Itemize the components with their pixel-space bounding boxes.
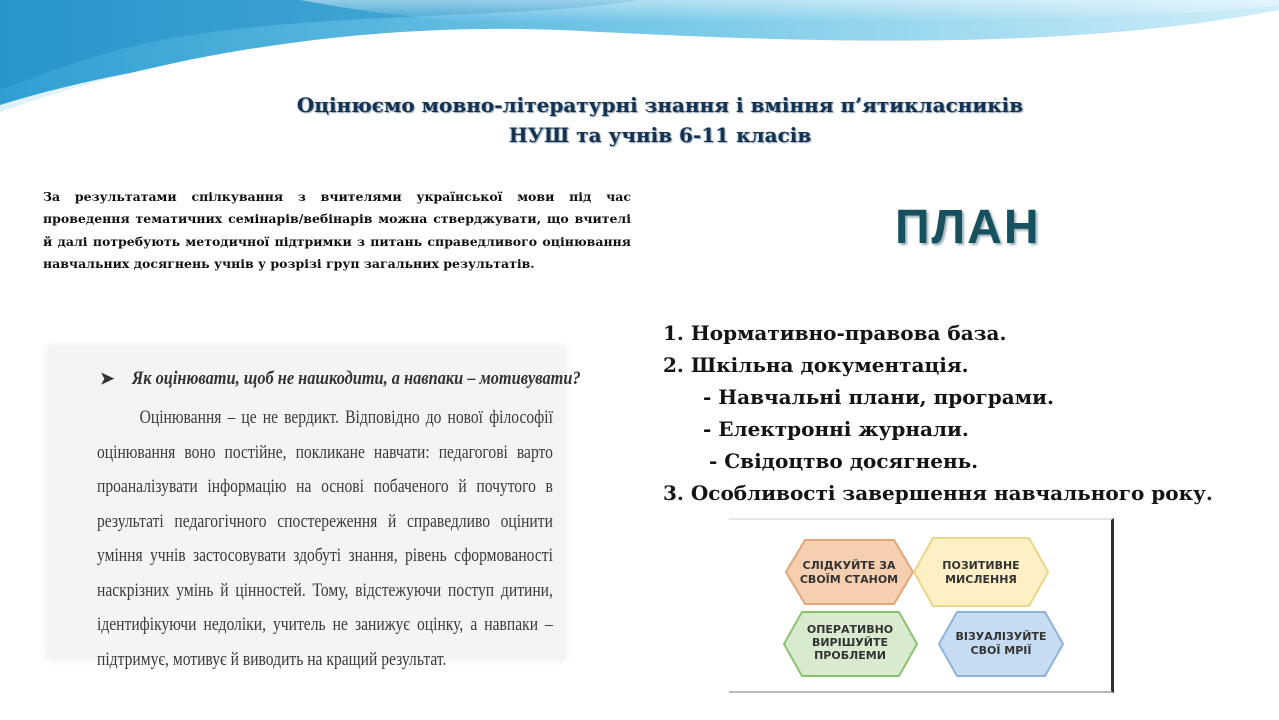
- plan-item: 3. Особливості завершення навчального року.: [663, 481, 1213, 505]
- slide-title-line2: НУШ та учнів 6-11 класів: [508, 123, 812, 147]
- slide-title: [200, 90, 1120, 150]
- hexagon-infographic: [729, 518, 1114, 693]
- intro-paragraph: За результатами спілкування з вчителями української мови під час проведення тематичних семінарів/вебінарів можна стверджувати, що вчителі й далі потребують методичної підтримки з питань справедливого оцінювання навчальних досягнень учнів у розрізі груп загальних результатів.: [43, 189, 631, 272]
- plan-subitem: - Навчальні плани, програми.: [703, 385, 1054, 409]
- plan-title: ПЛАН: [895, 201, 1041, 254]
- excerpt-body: Оцінювання – це не вердикт. Відповідно до нової філософії оцінювання воно постійне, покликане навчати: педагогові варто проаналізувати інформацію на основі побаченого й почутого в результаті педагогічного спостереження й справедливо оцінити уміння учнів застосовувати здобуті знання, рівень сформованості наскрізних умінь й цінностей. Тому, відстежуючи поступ дитини, ідентифікуючи недоліки, учитель не занижує оцінку, а навпаки – підтримує, мотивує й виводить на кращий результат.: [97, 407, 553, 670]
- hexagon-positive-thinking: [914, 538, 1048, 606]
- hex-bl-line2: ВИРІШУЙТЕ: [811, 636, 889, 649]
- plan-subitem: - Електронні журнали.: [703, 417, 969, 441]
- plan-subitem: - Свідоцтво досягнень.: [709, 449, 979, 473]
- hexagon-visualize-dreams: [939, 612, 1063, 676]
- hexagon-track-state: [786, 540, 913, 604]
- hexagon-solve-problems: [784, 612, 917, 676]
- excerpt-question: Як оцінювати, щоб не нашкодити, а навпаки – мотивувати?: [132, 368, 581, 389]
- slide-title-line1: Оцінюємо мовно-літературні знання і вміння п’ятикласників: [296, 93, 1024, 117]
- bullet-arrow-icon: ➤: [100, 369, 115, 388]
- hex-tl-line1: СЛІДКУЙТЕ ЗА: [802, 559, 896, 572]
- hex-br-line2: СВОЇ МРІЇ: [970, 644, 1032, 657]
- hex-br-line1: ВІЗУАЛІЗУЙТЕ: [955, 630, 1047, 643]
- hex-bl-line3: ПРОБЛЕМИ: [814, 649, 886, 662]
- hex-bl-line1: ОПЕРАТИВНО: [806, 623, 894, 636]
- plan-item: 1. Нормативно-правова база.: [663, 321, 1007, 345]
- hex-tl-line2: СВОЇМ СТАНОМ: [799, 573, 899, 586]
- plan-list: [663, 317, 1263, 509]
- scanned-excerpt: [47, 346, 581, 670]
- hex-tr-line1: ПОЗИТИВНЕ: [942, 559, 1020, 572]
- plan-item: 2. Шкільна документація.: [663, 353, 969, 377]
- hex-tr-line2: МИСЛЕННЯ: [945, 573, 1017, 586]
